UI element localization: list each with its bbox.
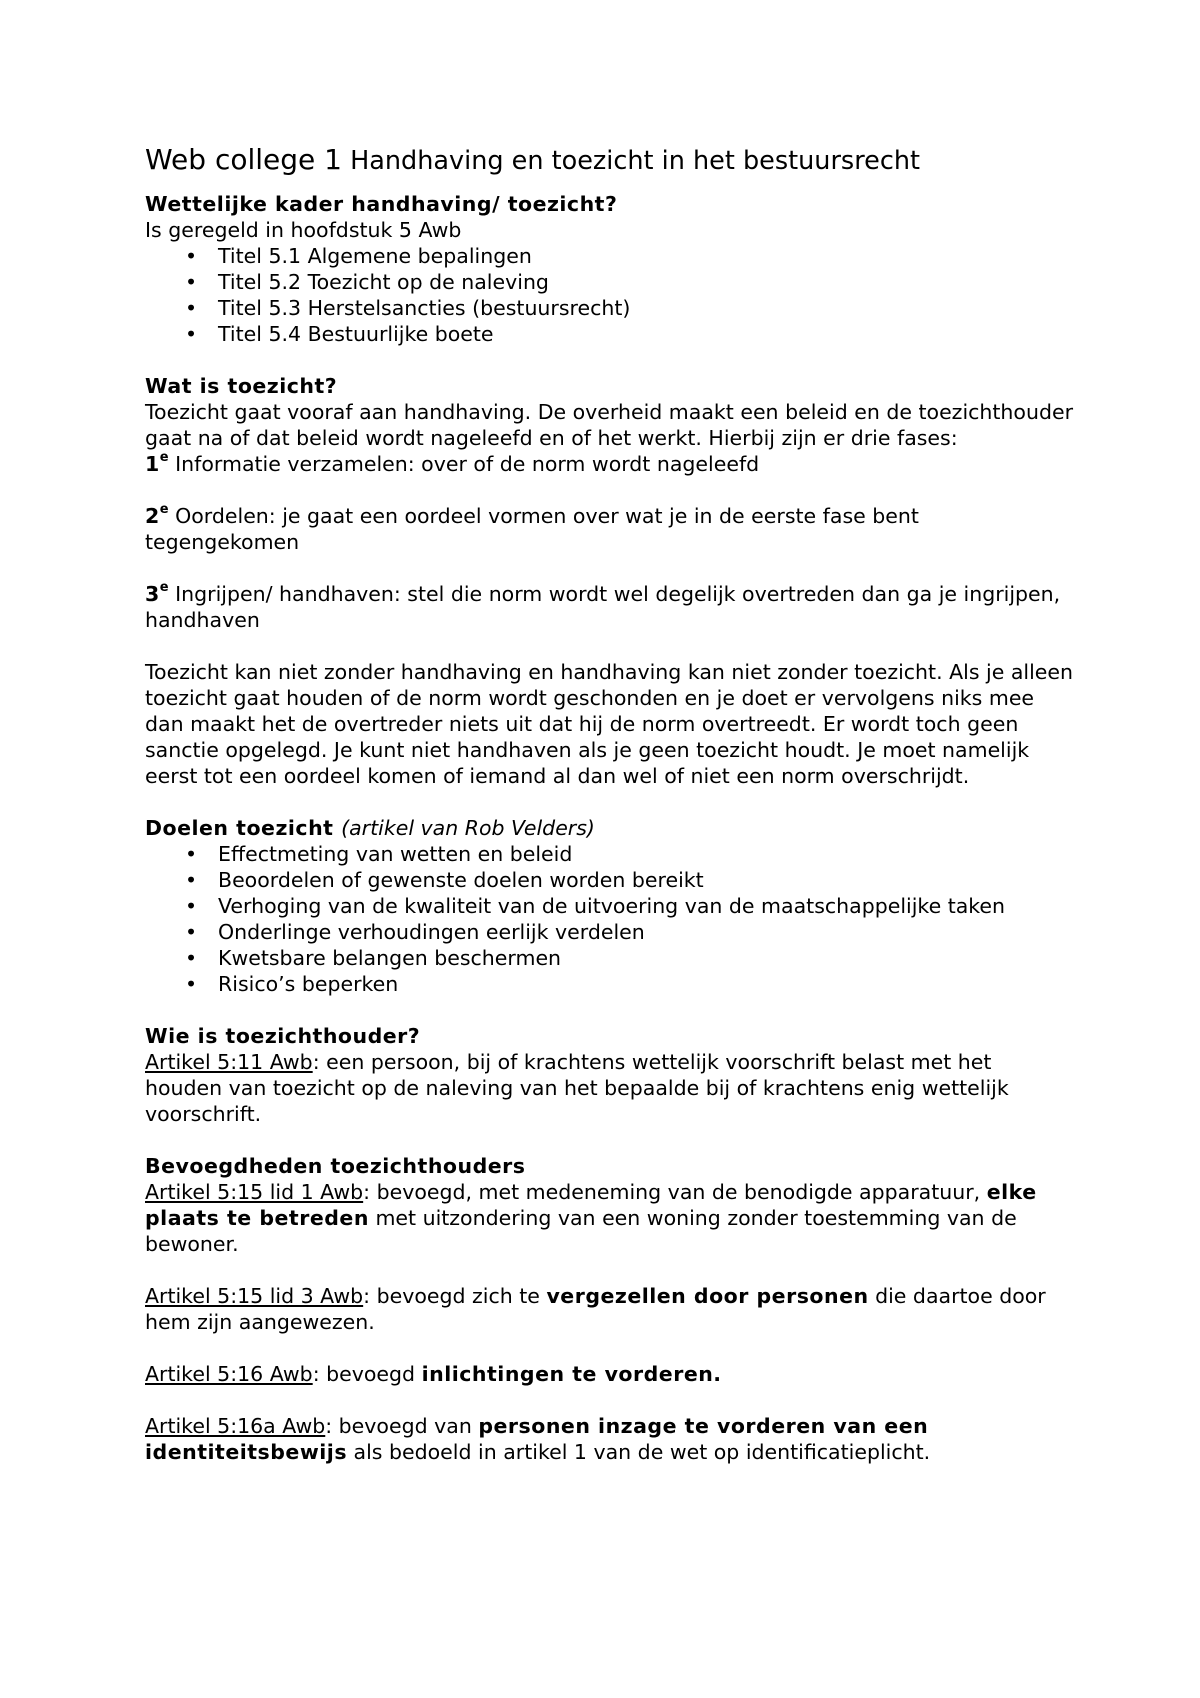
list-item-text: Risico’s beperken [218, 972, 399, 996]
document-body [145, 140, 1075, 1465]
list-item [145, 919, 1075, 945]
paragraph-text: : bevoegd, met medeneming van de benodigde apparatuur, [363, 1180, 987, 1204]
emphasis-text: inlichtingen te vorderen. [421, 1362, 722, 1386]
list-item [145, 321, 1075, 347]
heading-text: Doelen toezicht [145, 816, 334, 840]
paragraph [145, 1283, 1075, 1335]
list-item-text: Beoordelen of gewenste doelen worden bereikt [218, 868, 704, 892]
phase-text: Oordelen: je gaat een oordeel vormen over wat je in de eerste fase bent tegengekomen [145, 504, 919, 554]
paragraph-text: : bevoegd [312, 1362, 422, 1386]
list-item [145, 269, 1075, 295]
emphasis-text: elke plaats te betreden [145, 1180, 1037, 1230]
phase-text: Ingrijpen/ handhaven: stel die norm wordt wel degelijk overtreden dan ga je ingrijpen, handhaven [145, 582, 1061, 632]
title-main: Web college 1 [145, 143, 342, 176]
phase-number: 1 [145, 452, 160, 476]
phase-3 [145, 581, 1075, 633]
list-item-text: Onderlinge verhoudingen eerlijk verdelen [218, 920, 645, 944]
list-item-text: Verhoging van de kwaliteit van de uitvoering van de maatschappelijke taken [218, 894, 1006, 918]
section-heading-toezichthouder: Wie is toezichthouder? [145, 1024, 421, 1048]
paragraph: Toezicht kan niet zonder handhaving en handhaving kan niet zonder toezicht. Als je alleen toezicht gaat houden of de norm wordt geschonden en je doet er vervolgens niks mee dan maakt het de overtreder niets uit dat hij de norm overtreedt. Er wordt toch geen sanctie opgelegd. Je kunt niet handhaven als je geen toezicht houdt. Je moet namelijk eerst tot een oordeel komen of iemand al dan wel of niet een norm overschrijdt. [145, 660, 1074, 788]
paragraph [145, 1049, 1075, 1127]
phase-number: 2 [145, 504, 160, 528]
list-item-text: Titel 5.4 Bestuurlijke boete [218, 322, 494, 346]
heading-italic: (artikel van Rob Velders) [341, 816, 595, 840]
bullet-icon: • [185, 894, 198, 918]
bullet-icon: • [185, 842, 198, 866]
emphasis-text: vergezellen door personen [546, 1284, 869, 1308]
section-heading-doelen [145, 815, 1075, 841]
artikel-link[interactable]: Artikel 5:15 lid 1 Awb [145, 1180, 364, 1204]
phase-2 [145, 503, 1075, 555]
list-item [145, 893, 1075, 919]
paragraph-text: : bevoegd zich te [363, 1284, 547, 1308]
bullet-icon: • [185, 296, 198, 320]
list-item-text: Effectmeting van wetten en beleid [218, 842, 573, 866]
doelen-list [145, 841, 1075, 997]
bullet-icon: • [185, 946, 198, 970]
phase-sup: e [159, 580, 169, 596]
bullet-icon: • [185, 244, 198, 268]
paragraph-text: met uitzondering van een woning zonder toestemming van de bewoner. [145, 1206, 1017, 1256]
paragraph-text: als bedoeld in artikel 1 van de wet op identificatieplicht. [347, 1440, 931, 1464]
list-item [145, 243, 1075, 269]
phase-sup: e [159, 502, 169, 518]
bullet-icon: • [185, 322, 198, 346]
section-heading-kader: Wettelijke kader handhaving/ toezicht? [145, 192, 618, 216]
list-item [145, 971, 1075, 997]
paragraph-text: die daartoe door hem zijn aangewezen. [145, 1284, 1046, 1334]
list-item-text: Kwetsbare belangen beschermen [218, 946, 562, 970]
phase-1 [145, 451, 1075, 477]
bullet-icon: • [185, 270, 198, 294]
list-item-text: Titel 5.1 Algemene bepalingen [218, 244, 532, 268]
artikel-link[interactable]: Artikel 5:16 Awb [145, 1362, 313, 1386]
bullet-icon: • [185, 868, 198, 892]
phase-sup: e [159, 450, 169, 466]
artikel-link[interactable]: Artikel 5:15 lid 3 Awb [145, 1284, 364, 1308]
phase-text: Informatie verzamelen: over of de norm wordt nageleefd [175, 452, 760, 476]
phase-number: 3 [145, 582, 160, 606]
artikel-link[interactable]: Artikel 5:16a Awb [145, 1414, 326, 1438]
paragraph [145, 1413, 1075, 1465]
list-item [145, 295, 1075, 321]
list-item-text: Titel 5.3 Herstelsancties (bestuursrecht) [218, 296, 631, 320]
artikel-link[interactable]: Artikel 5:11 Awb [145, 1050, 313, 1074]
list-item [145, 867, 1075, 893]
bullet-icon: • [185, 920, 198, 944]
list-item-text: Titel 5.2 Toezicht op de naleving [218, 270, 549, 294]
page-title [145, 140, 1075, 181]
paragraph-text: : bevoegd van [325, 1414, 479, 1438]
titel-list [145, 243, 1075, 347]
paragraph: Toezicht gaat vooraf aan handhaving. De overheid maakt een beleid en de toezichthouder gaat na of dat beleid wordt nageleefd en of het werkt. Hierbij zijn er drie fases: [145, 400, 1074, 450]
emphasis-text: personen inzage te vorderen van een identiteitsbewijs [145, 1414, 929, 1464]
list-item [145, 945, 1075, 971]
paragraph [145, 1179, 1075, 1257]
paragraph-text: : een persoon, bij of krachtens wettelijk voorschrift belast met het houden van toezicht op de naleving van het bepaalde bij of krachtens enig wettelijk voorschrift. [145, 1050, 1009, 1126]
section-heading-bevoegdheden: Bevoegdheden toezichthouders [145, 1154, 526, 1178]
bullet-icon: • [185, 972, 198, 996]
section-heading-toezicht: Wat is toezicht? [145, 374, 338, 398]
title-sub: Handhaving en toezicht in het bestuursrecht [350, 146, 921, 176]
paragraph [145, 1361, 1075, 1387]
section-intro: Is geregeld in hoofdstuk 5 Awb [145, 218, 462, 242]
list-item [145, 841, 1075, 867]
